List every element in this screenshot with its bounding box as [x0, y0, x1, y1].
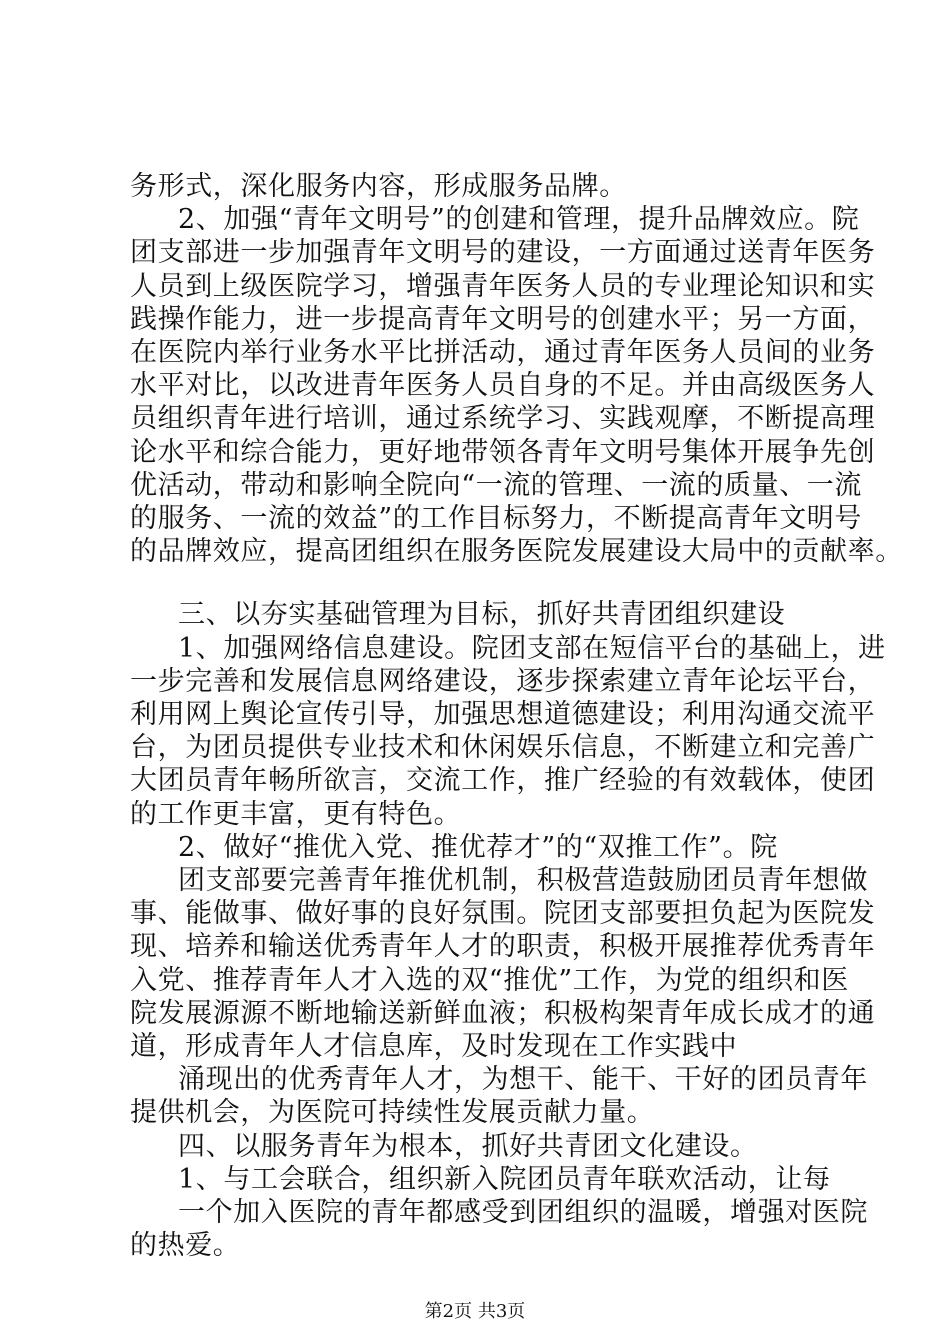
paragraph-line: 入党、推荐青年人才入选的双“推优”工作，为党的组织和医: [130, 965, 849, 996]
paragraph-line: 提供机会，为医院可持续性发展贡献力量。: [130, 1097, 655, 1128]
paragraph-line: 现、培养和输送优秀青年人才的职责，积极开展推荐优秀青年: [130, 931, 876, 962]
paragraph-line: 一个加入医院的青年都感受到团组织的温暖，增强对医院: [178, 1197, 868, 1228]
paragraph-line: 大团员青年畅所欲言，交流工作，推广经验的有效载体，使团: [130, 765, 876, 796]
paragraph-line: 践操作能力，进一步提高青年文明号的创建水平；另一方面，: [130, 304, 876, 335]
paragraph-line: 论水平和综合能力，更好地带领各青年文明号集体开展争先创: [130, 437, 876, 468]
paragraph-line: 2、加强“青年文明号”的创建和管理，提升品牌效应。院: [178, 204, 860, 235]
paragraph-line: 1、与工会联合，组织新入院团员青年联欢活动，让每: [178, 1164, 831, 1195]
paragraph-line: 利用网上舆论宣传引导，加强思想道德建设；利用沟通交流平: [130, 699, 876, 730]
page-footer: 第2页 共3页: [424, 1301, 526, 1322]
paragraph-line: 1、加强网络信息建设。院团支部在短信平台的基础上，进: [178, 633, 886, 664]
paragraph-line: 道，形成青年人才信息库，及时发现在工作实践中: [130, 1031, 738, 1062]
paragraph-line: 优活动，带动和影响全院向“一流的管理、一流的质量、一流: [130, 470, 863, 501]
paragraph-line: 的热爱。: [130, 1230, 241, 1261]
paragraph-line: 在医院内举行业务水平比拼活动，通过青年医务人员间的业务: [130, 337, 876, 368]
paragraph-line: 的工作更丰富，更有特色。: [130, 799, 462, 830]
paragraph-line: 水平对比，以改进青年医务人员自身的不足。并由高级医务人: [130, 370, 876, 401]
paragraph-line: 院发展源源不断地输送新鲜血液；积极构架青年成长成才的通: [130, 998, 876, 1029]
paragraph-line: 务形式，深化服务内容，形成服务品牌。: [130, 171, 627, 202]
paragraph-line: 团支部进一步加强青年文明号的建设，一方面通过送青年医务: [130, 237, 876, 268]
section-heading: 三、以夯实基础管理为目标，抓好共青团组织建设: [178, 599, 786, 630]
section-heading: 四、以服务青年为根本，抓好共青团文化建设。: [178, 1131, 758, 1162]
paragraph-line: 团支部要完善青年推优机制，积极营造鼓励团员青年想做: [178, 865, 868, 896]
paragraph-line: 员组织青年进行培训，通过系统学习、实践观摩，不断提高理: [130, 403, 876, 434]
paragraph-line: 事、能做事、做好事的良好氛围。院团支部要担负起为医院发: [130, 898, 876, 929]
paragraph-line: 台，为团员提供专业技术和休闲娱乐信息，不断建立和完善广: [130, 732, 876, 763]
paragraph-line: 涌现出的优秀青年人才，为想干、能干、干好的团员青年: [178, 1064, 868, 1095]
paragraph-line: 一步完善和发展信息网络建设，逐步探索建立青年论坛平台，: [130, 666, 876, 697]
paragraph-line: 的品牌效应，提高团组织在服务医院发展建设大局中的贡献率。: [130, 536, 903, 567]
paragraph-line: 人员到上级医院学习，增强青年医务人员的专业理论知识和实: [130, 271, 876, 302]
paragraph-line: 2、做好“推优入党、推优荐才”的“双推工作”。院: [178, 832, 778, 863]
paragraph-line: 的服务、一流的效益”的工作目标努力，不断提高青年文明号: [130, 503, 863, 534]
